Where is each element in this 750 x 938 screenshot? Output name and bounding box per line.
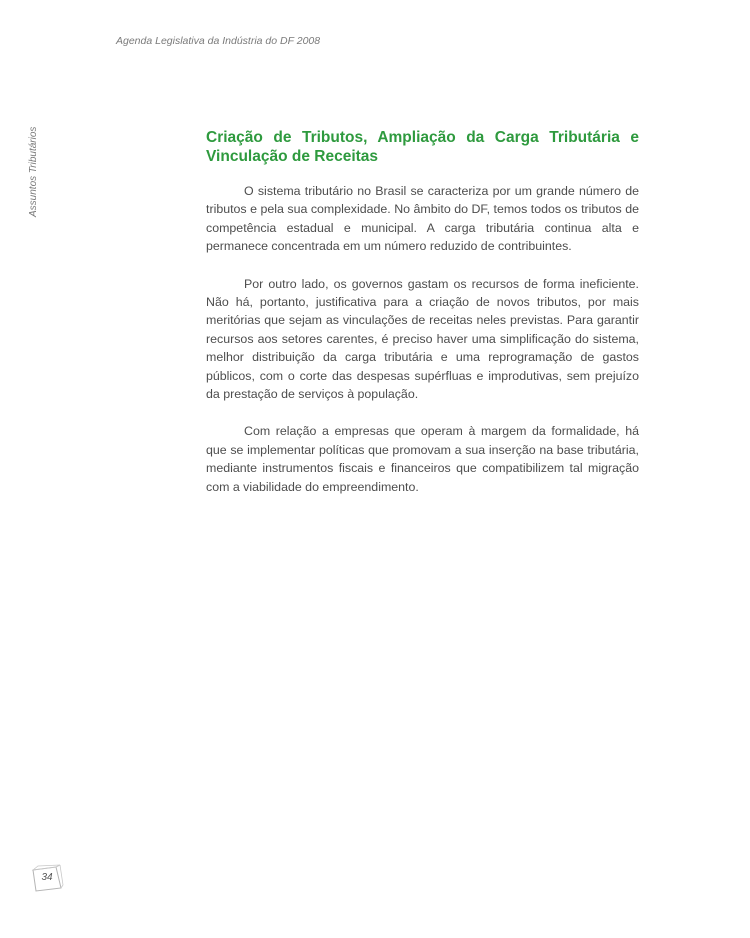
article-paragraph-3: Com relação a empresas que operam à margem da formalidade, há que se implementar políticas que promovam a sua inserção na base tributária, mediante instrumentos fiscais e financeiros que compatibilizem tal migração com a viabilidade do empreendimento. <box>206 424 639 494</box>
section-side-label: Assuntos Tributários <box>28 126 39 217</box>
article-title: Criação de Tributos, Ampliação da Carga Tributária e Vinculação de Receitas <box>206 129 639 165</box>
page-number: 34 <box>41 872 53 883</box>
article-paragraph-2: Por outro lado, os governos gastam os recursos de forma ineficiente. Não há, portanto, justificativa para a criação de novos tributos, por mais meritórias que sejam as vinculações de receitas neles previstas. Para garantir recursos aos setores carentes, é preciso haver uma simplificação do sistema, melhor distribuição da carga tributária e uma reprogramação de gastos públicos, com o corte das despesas supérfluas e improdutivas, sem prejuízo da prestação de serviços à população. <box>206 276 639 402</box>
article-paragraph-1: O sistema tributário no Brasil se caracteriza por um grande número de tributos e pela sua complexidade. No âmbito do DF, temos todos os tributos de competência estadual e municipal. A carga tributária continua alta e permanece concentrada em um número reduzido de contribuintes. <box>206 184 639 254</box>
page-number-badge <box>30 864 64 894</box>
running-header: Agenda Legislativa da Indústria do DF 2008 <box>116 35 321 47</box>
article <box>206 128 639 515</box>
